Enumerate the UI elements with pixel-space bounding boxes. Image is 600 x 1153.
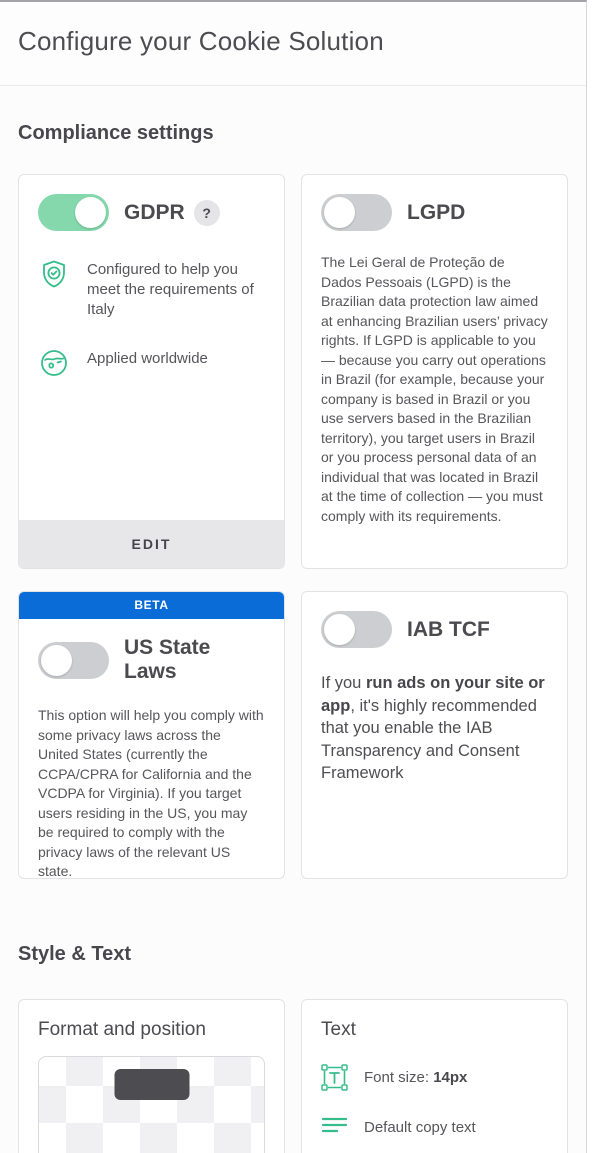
us-state-laws-toggle-knob (41, 645, 72, 676)
panel-header (0, 2, 586, 86)
default-copy-text-label: Default copy text (364, 1119, 476, 1136)
iab-tcf-toggle-knob (324, 614, 355, 645)
copy-text-icon (321, 1114, 348, 1141)
lgpd-toggle[interactable] (321, 194, 392, 231)
lgpd-description: The Lei Geral de Proteção de Dados Pessoais (LGPD) is the Brazilian data protection law aimed at enhancing Brazilian users’ privacy rights. If LGPD is applicable to you — because you carry out operations in Brazil (for example, because your company is based in Brazil or you use servers based in the Brazilian territory), you target users in Brazil or you process personal data of an individual that was located in Brazil at the time of collection — you must comply with its requirements. (321, 254, 548, 524)
lgpd-card (301, 174, 568, 569)
gdpr-feature-worldwide (38, 347, 265, 379)
text-card-title: Text (321, 1019, 356, 1040)
font-size-row (321, 1064, 548, 1091)
default-copy-text-row (321, 1114, 548, 1141)
font-size-value: 14px (433, 1069, 468, 1086)
globe-icon (38, 347, 70, 379)
gdpr-toggle-knob (75, 197, 106, 228)
font-size-icon (321, 1064, 348, 1091)
gdpr-label: GDPR (124, 200, 185, 224)
gdpr-help-icon[interactable]: ? (194, 200, 220, 226)
compliance-cards-grid (18, 174, 568, 879)
compliance-settings-heading: Compliance settings (18, 122, 214, 144)
iab-tcf-description-bold: run ads on your site or app (321, 674, 545, 715)
gdpr-card (18, 174, 285, 569)
gdpr-edit-button[interactable]: EDIT (19, 520, 284, 568)
style-text-heading: Style & Text (18, 943, 131, 965)
iab-tcf-label: IAB TCF (407, 617, 490, 641)
format-position-card (18, 999, 285, 1153)
font-size-label: Font size: 14px (364, 1069, 468, 1086)
lgpd-toggle-knob (324, 197, 355, 228)
format-position-title: Format and position (38, 1019, 206, 1040)
gdpr-toggle[interactable] (38, 194, 109, 231)
gdpr-feature-text: Configured to help you meet the requirements of Italy (87, 261, 254, 318)
banner-position-top-center (114, 1069, 189, 1100)
page-title: Configure your Cookie Solution (18, 26, 384, 56)
iab-tcf-toggle[interactable] (321, 611, 392, 648)
lgpd-label: LGPD (407, 200, 466, 224)
panel-main (0, 122, 586, 1153)
us-state-laws-label: US State Laws (124, 636, 211, 683)
us-state-laws-card (18, 591, 285, 879)
iab-tcf-card (301, 591, 568, 879)
gdpr-feature-configured (38, 258, 265, 320)
gdpr-feature-text: Applied worldwide (87, 350, 208, 367)
text-card (301, 999, 568, 1153)
beta-badge: BETA (19, 592, 284, 619)
style-cards-grid (18, 999, 568, 1153)
banner-position-preview[interactable] (38, 1056, 265, 1153)
shield-check-icon (38, 258, 70, 290)
us-state-laws-toggle[interactable] (38, 642, 109, 679)
iab-tcf-description: If you run ads on your site or app, it's highly recommended that you enable the IAB Transparency and Consent Framework (321, 674, 545, 782)
us-state-laws-description: This option will help you comply with some privacy laws across the United States (currently the CCPA/CPRA for California and the VCDPA for Virginia). If you target users residing in the US, you may be required to comply with the privacy laws of the relevant US state. (38, 707, 264, 879)
